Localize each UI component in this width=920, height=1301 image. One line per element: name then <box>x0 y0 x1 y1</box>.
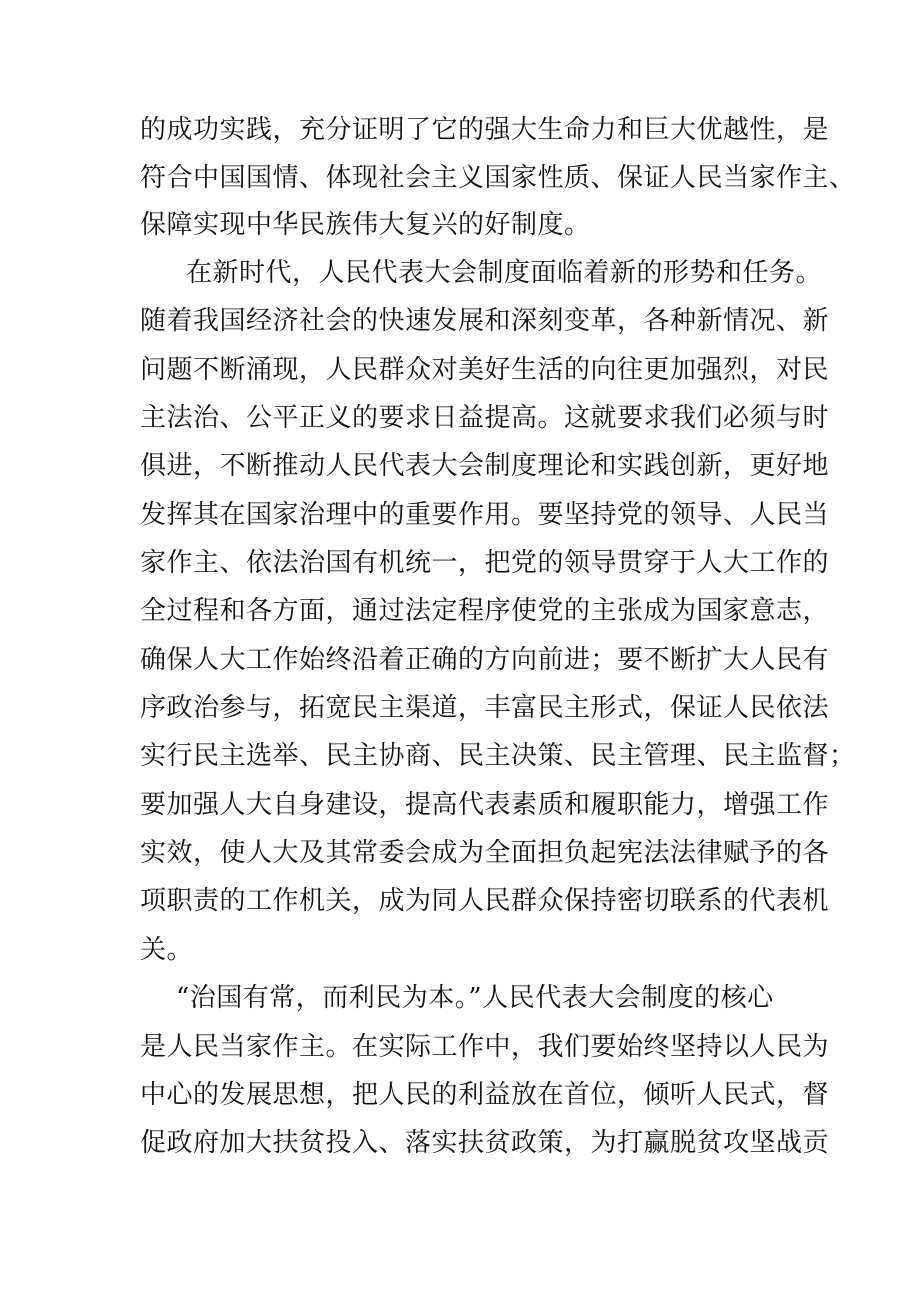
paragraph-line: 中心的发展思想，把人民的利益放在首位，倾听人民式，督 <box>140 1080 830 1110</box>
paragraph-line: 关。 <box>140 935 194 965</box>
paragraph-line: 发挥其在国家治理中的重要作用。要坚持党的领导、人民当 <box>140 500 830 530</box>
paragraph-line: 要加强人大自身建设，提高代表素质和履职能力，增强工作 <box>140 790 830 820</box>
paragraph-line: 家作主、依法治国有机统一，把党的领导贯穿于人大工作的 <box>140 548 830 578</box>
paragraph-line: “治国有常，而利民为本。”人民代表大会制度的核心 <box>176 983 774 1013</box>
paragraph-line: 随着我国经济社会的快速发展和深刻变革，各种新情况、新 <box>140 306 830 336</box>
paragraph-line: 在新时代，人民代表大会制度面临着新的形势和任务。 <box>186 258 823 288</box>
paragraph-line: 项职责的工作机关，成为同人民群众保持密切联系的代表机 <box>140 886 830 916</box>
paragraph-line: 实效，使人大及其常委会成为全面担负起宪法法律赋予的各 <box>140 838 830 868</box>
paragraph-line: 序政治参与，拓宽民主渠道，丰富民主形式，保证人民依法 <box>140 693 830 723</box>
paragraph-line: 保障实现中华民族伟大复兴的好制度。 <box>140 210 591 240</box>
paragraph-line: 符合中国国情、体现社会主义国家性质、保证人民当家作主、 <box>140 163 856 193</box>
paragraph-line: 全过程和各方面，通过法定程序使党的主张成为国家意志， <box>140 596 830 626</box>
paragraph-line: 实行民主选举、民主协商、民主决策、民主管理、民主监督； <box>140 741 856 771</box>
paragraph-line: 问题不断涌现，人民群众对美好生活的向往更加强烈，对民 <box>140 355 830 385</box>
paragraph-line: 主法治、公平正义的要求日益提高。这就要求我们必须与时 <box>140 403 830 433</box>
paragraph-line: 促政府加大扶贫投入、落实扶贫政策，为打赢脱贫攻坚战贡 <box>140 1128 830 1158</box>
paragraph-line: 是人民当家作主。在实际工作中，我们要始终坚持以人民为 <box>140 1032 830 1062</box>
paragraph-line: 确保人大工作始终沿着正确的方向前进；要不断扩大人民有 <box>140 645 830 675</box>
paragraph-line: 俱进，不断推动人民代表大会制度理论和实践创新，更好地 <box>140 451 830 481</box>
paragraph-line: 的成功实践，充分证明了它的强大生命力和巨大优越性，是 <box>140 115 830 145</box>
